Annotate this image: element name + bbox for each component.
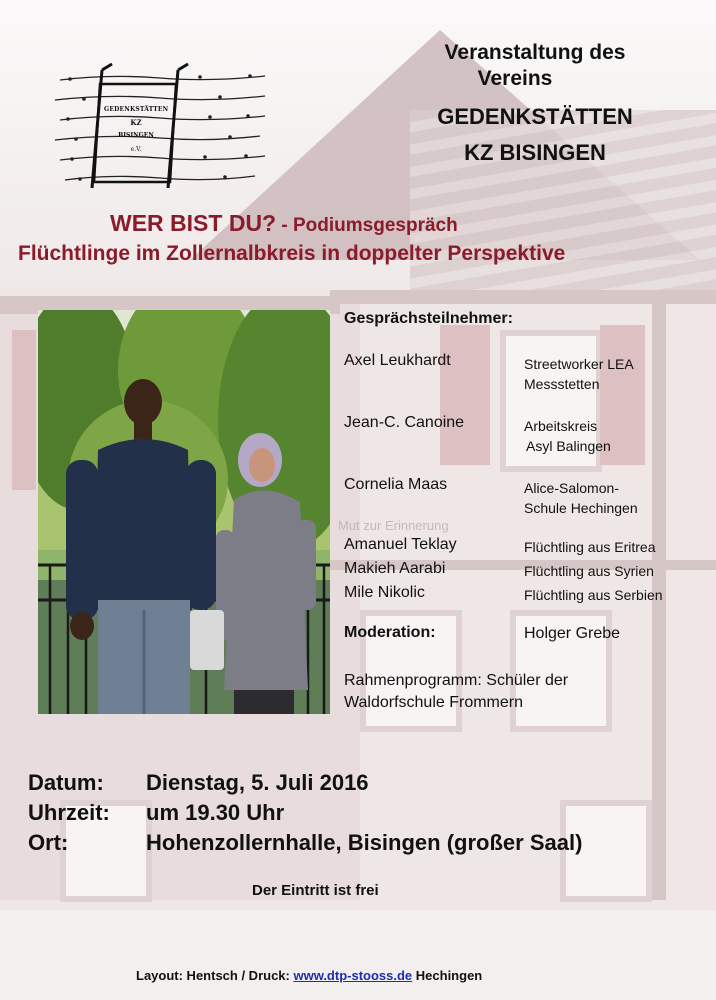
supporting-program-line2: Waldorfschule Frommern — [344, 694, 524, 711]
time-value: um 19.30 Uhr — [146, 800, 285, 825]
participant-role-line1: Alice-Salomon- — [524, 480, 619, 496]
participant-role — [524, 478, 638, 518]
place-value: Hohenzollernhalle, Bisingen (großer Saal) — [146, 830, 583, 855]
admission-note: Der Eintritt ist frei — [252, 882, 379, 899]
participant-role-line2: Schule Hechingen — [524, 500, 638, 516]
supporting-program-line1: Rahmenprogramm: Schüler der — [344, 672, 569, 689]
participant-name: Amanuel Teklay — [344, 536, 457, 553]
footer-credits — [136, 968, 482, 983]
participant-name: Makieh Aarabi — [344, 560, 446, 577]
logo-line4: e.V. — [130, 146, 142, 153]
participant-role-line1: Arbeitskreis — [524, 418, 598, 434]
event-title — [110, 210, 650, 237]
participant-role-line1: Flüchtling aus Syrien — [524, 563, 654, 579]
supporting-program — [344, 670, 568, 714]
participants-header: Gesprächsteilnehmer: — [344, 310, 513, 327]
moderation-label: Moderation: — [344, 624, 436, 641]
participants-photo — [38, 310, 330, 714]
logo-line2: KZ — [130, 118, 142, 127]
participant-role-line2: Messstetten — [524, 376, 600, 392]
logo-text — [100, 80, 176, 184]
event-title-main: WER BIST DU? — [110, 210, 277, 236]
participant-role-line1: Streetworker LEA — [524, 356, 634, 372]
event-subtitle: Flüchtlinge im Zollernalbkreis in doppelter Perspektive — [18, 242, 566, 265]
organizer-line2: Vereins — [477, 67, 553, 90]
participant-role — [524, 416, 611, 456]
place-label: Ort: — [28, 830, 69, 855]
logo-line1: GEDENKSTÄTTEN — [104, 106, 169, 113]
background-sign: Mut zur Erinnerung — [338, 518, 449, 533]
date-value: Dienstag, 5. Juli 2016 — [146, 770, 369, 795]
event-title-sub: Podiumsgespräch — [293, 215, 458, 236]
footer-prefix: Layout: Hentsch / Druck: — [136, 968, 294, 983]
organizer-heading — [370, 40, 700, 166]
logo-line3: BISINGEN — [118, 132, 154, 139]
participant-role-line1: Flüchtling aus Serbien — [524, 587, 663, 603]
participant-role-line2: Asyl Balingen — [526, 438, 611, 454]
participant-name: Cornelia Maas — [344, 476, 448, 493]
event-title-dash: - — [276, 215, 293, 236]
date-label: Datum: — [28, 770, 104, 795]
printer-website-link[interactable]: www.dtp-stooss.de — [293, 968, 413, 983]
participant-name: Mile Nikolic — [344, 584, 425, 601]
moderation-name: Holger Grebe — [524, 625, 621, 642]
participant-name: Axel Leukhardt — [344, 352, 451, 369]
participant-role — [524, 354, 634, 394]
organizer-line4: KZ BISINGEN — [464, 140, 606, 165]
time-label: Uhrzeit: — [28, 800, 110, 825]
participant-role-line1: Flüchtling aus Eritrea — [524, 539, 656, 555]
association-logo — [50, 62, 270, 192]
organizer-line3: GEDENKSTÄTTEN — [437, 104, 633, 129]
footer-suffix: Hechingen — [412, 968, 483, 983]
participant-name: Jean-C. Canoine — [344, 414, 465, 431]
organizer-line1: Veranstaltung des — [444, 41, 626, 64]
